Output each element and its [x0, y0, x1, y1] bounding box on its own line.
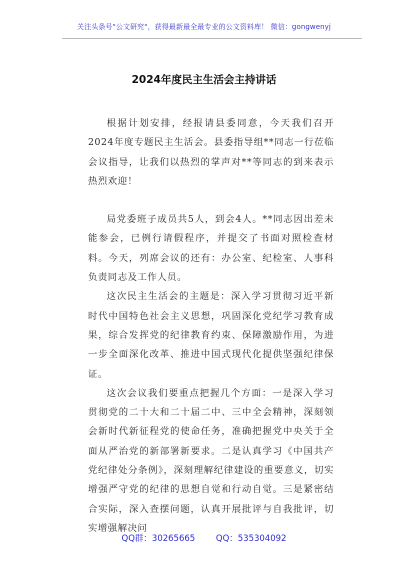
document-body — [88, 114, 334, 538]
header-promo-note: 关注头条号"公文研究"，获得最新最全最专业的公文资料库！ 微信：gongwenyj — [77, 23, 331, 31]
paragraph: 这次民主生活会的主题是：深入学习贯彻习近平新时代中国特色社会主义思想，巩固深化党纪学习教育成果，综合发挥党的纪律教育约束、保障激励作用，为进一步全面深化改革、推进中国式现代化提供坚强纪律保证。 — [88, 291, 334, 380]
document-title: 2024年度民主生活会主持讲话 — [131, 74, 277, 86]
header-divider — [62, 38, 362, 39]
paragraph: 根据计划安排，经报请县委同意，今天我们召开2024年度专题民主生活会。县委指导组**同志一行莅临会议指导，让我们以热烈的掌声对**等同志的到来表示热烈欢迎！ — [88, 118, 334, 187]
paragraph: 局党委班子成员共5人，到会4人。**同志因出差未能参会，已例行请假程序，并提交了书面对照检查材料。今天，列席会议的还有：办公室、纪检室、人事科负责同志及工作人员。 — [88, 214, 334, 284]
footer-qq-number: QQ：535304092 — [215, 534, 287, 544]
paragraph: 这次会议我们要重点把握几个方面：一是深入学习贯彻党的二十大和二十届二中、三中全会精神，深刻领会新时代新征程党的使命任务，准确把握党中央关于全面从严治党的新部署新要求。二是认真学习《中国共产党纪律处分条例》，深刻理解纪律建设的重要意义，切实增强严守党的纪律的思想自觉和行动自觉。三是紧密结合实际，深入查摆问题，认真开展批评与自我批评，切实增强解决问 — [88, 387, 334, 534]
footer-contact — [0, 532, 408, 544]
footer-qq-group: QQ群：30265665 — [121, 534, 196, 544]
